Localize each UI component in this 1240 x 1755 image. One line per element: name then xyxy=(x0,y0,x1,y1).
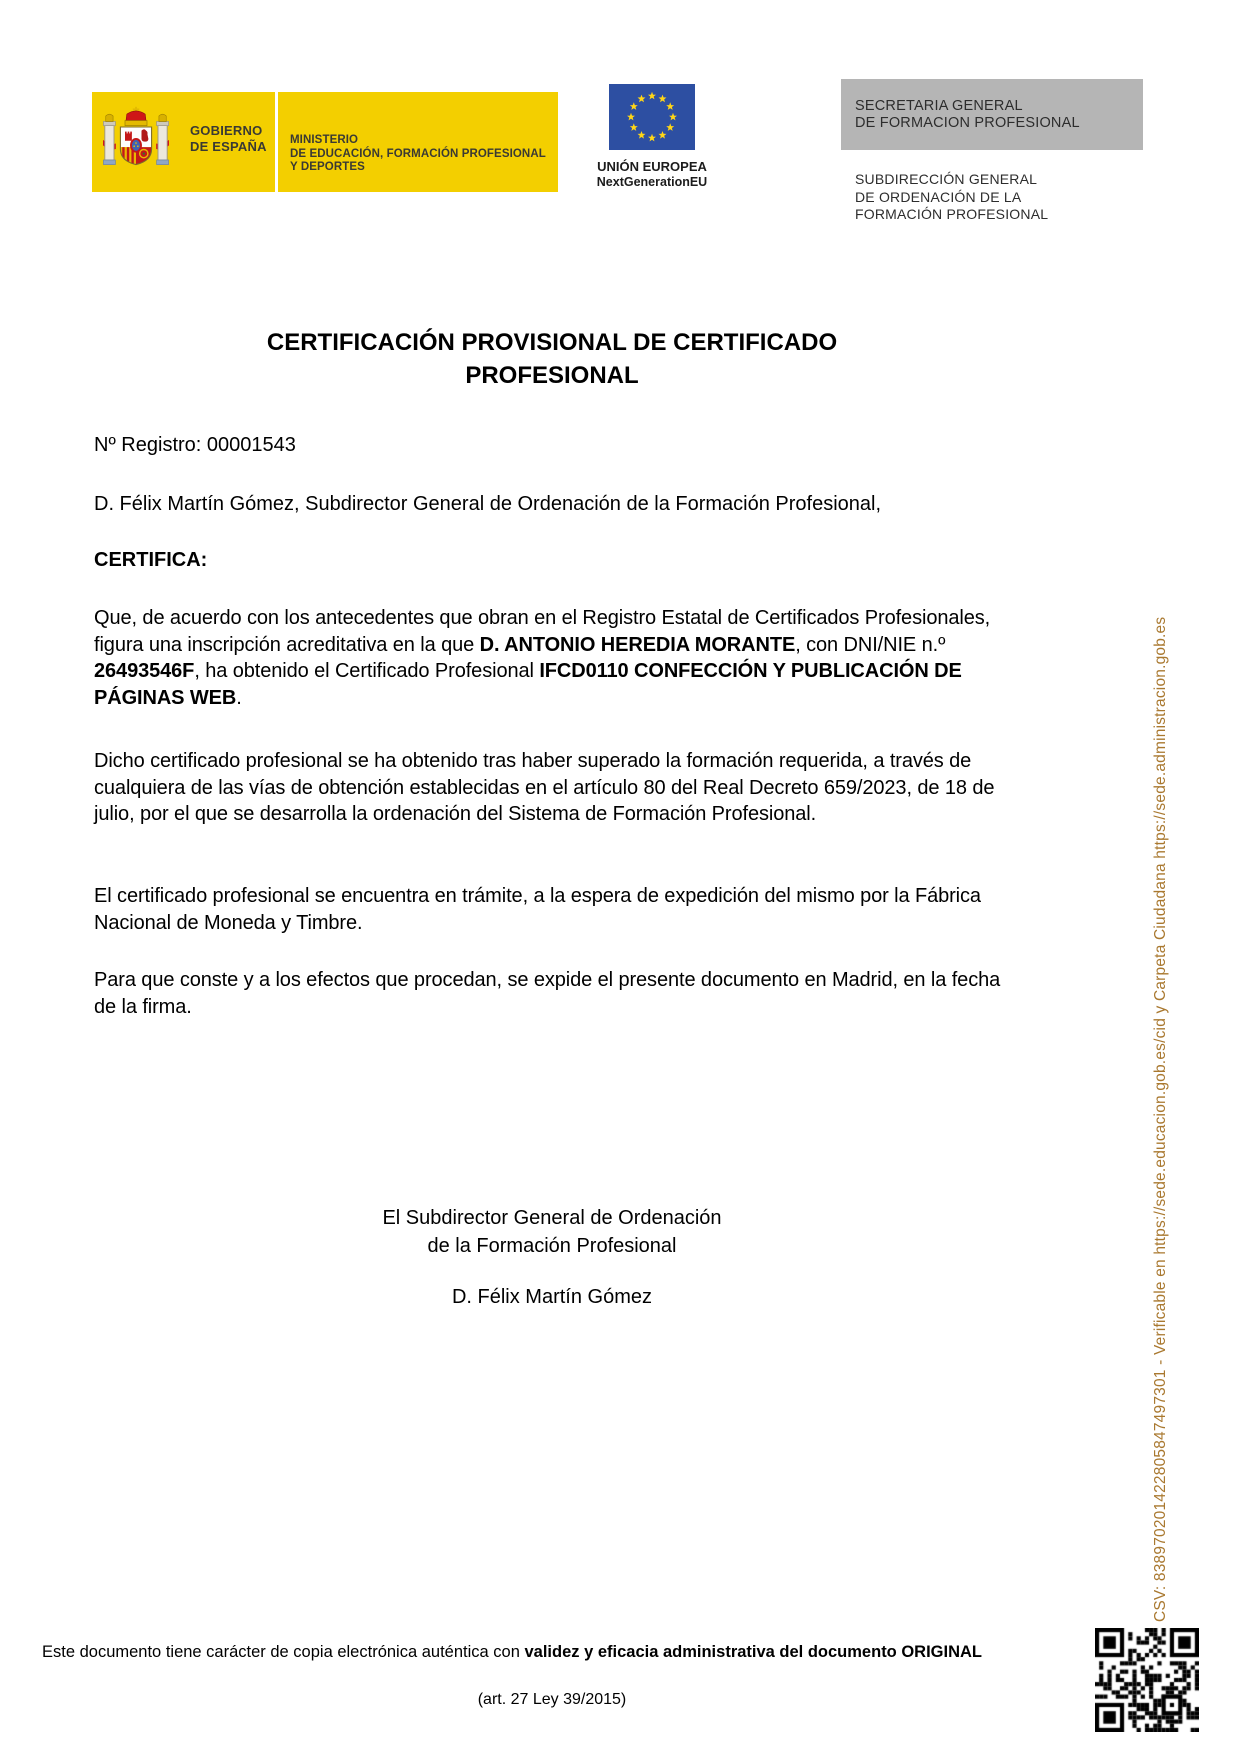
qr-code xyxy=(1095,1628,1199,1732)
spain-coat-of-arms-icon xyxy=(103,105,169,182)
csv-verification-text: CSV: 838970201422805847497301 - Verificable en https://sede.educacion.gob.es/cid y Carpeta Ciudadana https://sede.administracion.gob.es xyxy=(1152,616,1169,1622)
paragraph-expedicion: Para que conste y a los efectos que procedan, se expide el presente documento en Madrid, en la fecha de la firma. xyxy=(94,969,1001,1018)
ministerio-label: MINISTERIO DE EDUCACIÓN, FORMACIÓN PROFESIONAL Y DEPORTES xyxy=(290,134,546,173)
registro-number: Nº Registro: 00001543 xyxy=(94,434,296,456)
band-divider xyxy=(275,92,278,192)
footer-law-reference: (art. 27 Ley 39/2015) xyxy=(477,1691,627,1708)
signer-intro: D. Félix Martín Gómez, Subdirector General de Ordenación de la Formación Profesional, xyxy=(94,493,882,515)
gobierno-espana-logo xyxy=(92,92,558,192)
gobierno-espana-label: GOBIERNO DE ESPAÑA xyxy=(190,123,267,154)
signature-role: El Subdirector General de Ordenación de la Formación Profesional xyxy=(382,1207,722,1257)
eu-label: UNIÓN EUROPEA xyxy=(597,159,707,174)
certifica-heading: CERTIFICA: xyxy=(94,549,208,571)
eu-nextgeneration-logo xyxy=(589,84,715,189)
secretaria-general-box: SECRETARIA GENERAL DE FORMACION PROFESIONAL xyxy=(841,79,1143,150)
paragraph-via-obtencion: Dicho certificado profesional se ha obtenido tras haber superado la formación requerida, a través de cualquiera de las vías de obtención establecidas en el artículo 80 del Real Decreto 659/2023, de 18 de julio, por el que se desarrolla la ordenación del Sistema de Formación Profesional. xyxy=(94,750,995,825)
subdireccion-label: SUBDIRECCIÓN GENERAL DE ORDENACIÓN DE LA FORMACIÓN PROFESIONAL xyxy=(855,171,1049,222)
paragraph-registro-estatal: Que, de acuerdo con los antecedentes que obran en el Registro Estatal de Certificados Profesionales, figura una inscripción acreditativa en la que D. ANTONIO HEREDIA MORANTE, con DNI/NIE n.º 26493546F, ha obtenido el Certificado Profesional IFCD0110 CONFECCIÓN Y PUBLICACIÓN DE PÁGINAS WEB. xyxy=(94,607,991,709)
paragraph-en-tramite: El certificado profesional se encuentra en trámite, a la espera de expedición del mismo por la Fábrica Nacional de Moneda y Timbre. xyxy=(94,885,981,934)
nextgeneration-label: NextGenerationEU xyxy=(596,175,708,189)
signature-name: D. Félix Martín Gómez xyxy=(451,1286,653,1308)
footer-authenticity-note: Este documento tiene carácter de copia electrónica auténtica con validez y eficacia administrativa del documento ORIGINAL xyxy=(42,1643,983,1661)
eu-flag-icon xyxy=(609,84,695,150)
document-title: CERTIFICACIÓN PROVISIONAL DE CERTIFICADO PROFESIONAL xyxy=(266,329,838,389)
